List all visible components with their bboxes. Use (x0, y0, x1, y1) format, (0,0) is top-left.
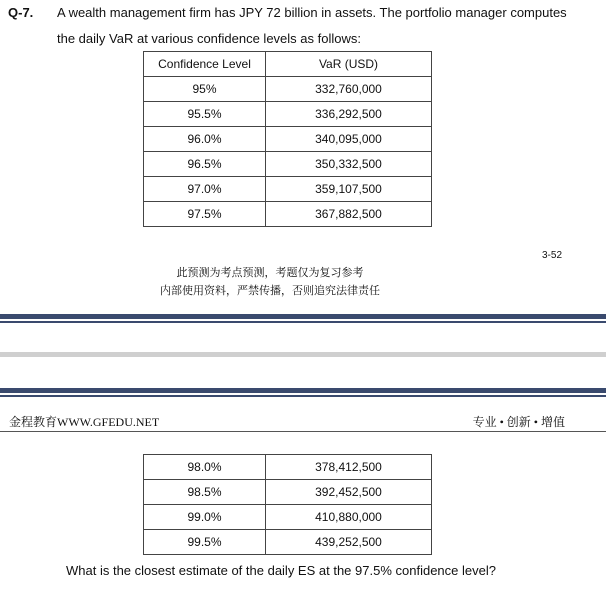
var-cell: 340,095,000 (266, 127, 432, 152)
table-row (144, 77, 432, 102)
table-row (144, 202, 432, 227)
notice-line-1: 此预测为考点预测，考题仅为复习参考 (176, 267, 364, 279)
header-slogan: 专业 • 创新 • 增值 (472, 415, 565, 429)
notice-line-2: 内部使用资料，严禁传播，否则追究法律责任 (160, 285, 380, 297)
header-confidence-level: Confidence Level (144, 52, 266, 77)
table-row (144, 455, 432, 480)
confidence-cell: 98.5% (144, 480, 266, 505)
var-cell: 350,332,500 (266, 152, 432, 177)
var-cell: 392,452,500 (266, 480, 432, 505)
confidence-cell: 95% (144, 77, 266, 102)
confidence-cell: 99.0% (144, 505, 266, 530)
var-cell: 367,882,500 (266, 202, 432, 227)
confidence-cell: 96.0% (144, 127, 266, 152)
var-cell: 359,107,500 (266, 177, 432, 202)
page-number: 3-52 (542, 250, 563, 261)
var-cell: 410,880,000 (266, 505, 432, 530)
page-divider-top-thin (0, 321, 606, 323)
table-row (144, 102, 432, 127)
header-var-usd: VaR (USD) (266, 52, 432, 77)
confidence-cell: 96.5% (144, 152, 266, 177)
var-cell: 336,292,500 (266, 102, 432, 127)
table-header-row (144, 52, 432, 77)
question-line-1: A wealth management firm has JPY 72 billion in assets. The portfolio manager computes (57, 5, 567, 20)
var-cell: 439,252,500 (266, 530, 432, 555)
var-cell: 332,760,000 (266, 77, 432, 102)
question-prompt: What is the closest estimate of the daily ES at the 97.5% confidence level? (66, 563, 496, 578)
header-brand: 金程教育WWW.GFEDU.NET (9, 415, 160, 429)
confidence-cell: 98.0% (144, 455, 266, 480)
page-divider-top (0, 314, 606, 319)
table-row (144, 505, 432, 530)
table-row (144, 177, 432, 202)
confidence-cell: 97.0% (144, 177, 266, 202)
table-row (144, 530, 432, 555)
var-table-continued (143, 454, 432, 555)
table-row (144, 480, 432, 505)
var-cell: 378,412,500 (266, 455, 432, 480)
question-line-2: the daily VaR at various confidence levels as follows: (57, 31, 361, 46)
page-divider-bottom (0, 388, 606, 393)
page-gap-band (0, 352, 606, 357)
table-row (144, 152, 432, 177)
page-divider-bottom-thin (0, 395, 606, 397)
header-rule (0, 431, 606, 432)
question-number: Q-7. (8, 5, 34, 20)
confidence-cell: 95.5% (144, 102, 266, 127)
var-table-top (143, 51, 432, 227)
confidence-cell: 99.5% (144, 530, 266, 555)
table-row (144, 127, 432, 152)
confidence-cell: 97.5% (144, 202, 266, 227)
